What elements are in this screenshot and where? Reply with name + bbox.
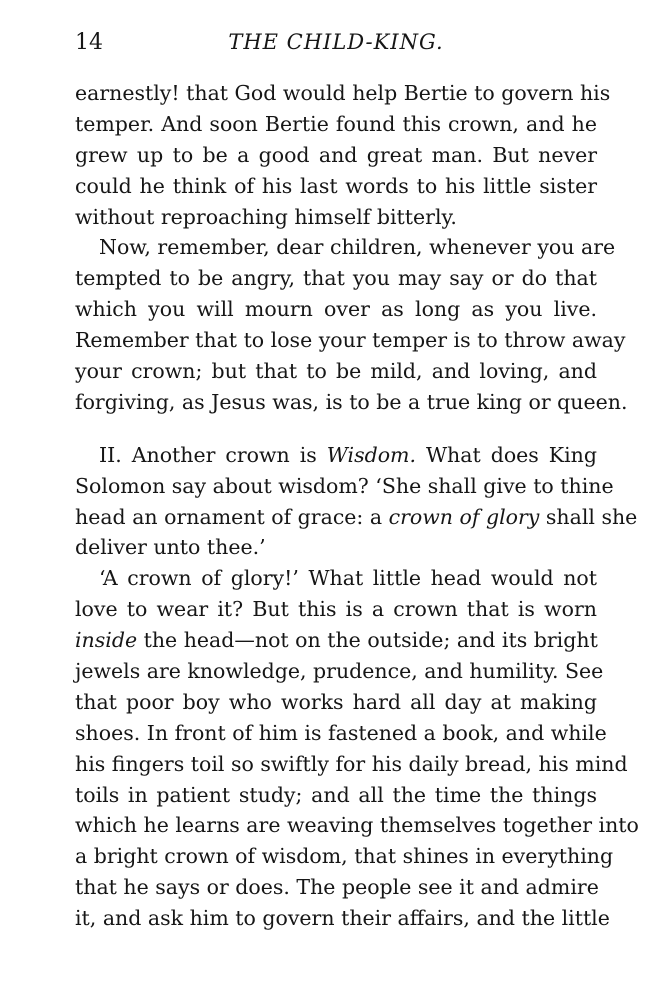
text-segment: without reproaching himself bitterly. bbox=[75, 204, 457, 229]
body-text bbox=[75, 78, 639, 934]
text-line bbox=[75, 202, 597, 233]
italic-text: inside bbox=[75, 628, 138, 653]
text-line bbox=[75, 325, 626, 356]
text-segment: his fingers toil so swiftly for his daily bread, his mind bbox=[75, 751, 628, 776]
text-line bbox=[75, 532, 597, 563]
text-line bbox=[75, 356, 597, 387]
text-line bbox=[75, 749, 628, 780]
text-line bbox=[75, 687, 597, 718]
text-segment: love to wear it? But this is a crown that is worn bbox=[75, 597, 597, 622]
text-segment: Remember that to lose your temper is to throw away bbox=[75, 328, 626, 353]
text-segment: which he learns are weaving themselves together into bbox=[75, 813, 639, 838]
text-segment: head an ornament of grace: a bbox=[75, 504, 389, 529]
text-line bbox=[75, 294, 597, 325]
text-line bbox=[75, 140, 597, 171]
text-segment: which you will mourn over as long as you live. bbox=[75, 297, 597, 322]
text-segment: Now, remember, dear children, whenever you are bbox=[99, 235, 616, 260]
text-line bbox=[75, 171, 597, 202]
text-line bbox=[75, 903, 610, 934]
text-segment: that poor boy who works hard all day at making bbox=[75, 689, 597, 714]
page-number: 14 bbox=[75, 30, 103, 55]
text-line bbox=[75, 78, 611, 109]
text-line bbox=[75, 810, 639, 841]
text-segment: ‘A crown of glory!’ What little head would not bbox=[99, 566, 597, 591]
text-segment: forgiving, as Jesus was, is to be a true king or queen. bbox=[75, 389, 628, 414]
text-segment: could he think of his last words to his little sister bbox=[75, 173, 597, 198]
text-line bbox=[75, 109, 597, 140]
text-line bbox=[75, 502, 638, 533]
text-segment: grew up to be a good and great man. But never bbox=[75, 142, 597, 167]
text-line bbox=[75, 872, 597, 903]
text-segment: a bright crown of wisdom, that shines in everything bbox=[75, 844, 614, 869]
text-line bbox=[75, 387, 628, 418]
text-line bbox=[75, 471, 614, 502]
text-line bbox=[75, 594, 597, 625]
text-segment: II. Another crown is bbox=[99, 442, 327, 467]
italic-text: crown of glory bbox=[388, 504, 540, 529]
text-segment: the head—not on the outside; and its bright bbox=[137, 628, 598, 653]
text-segment: shoes. In front of him is fastened a book, and while bbox=[75, 720, 607, 745]
text-line bbox=[75, 563, 597, 594]
text-segment: shall she bbox=[539, 504, 638, 529]
text-segment: it, and ask him to govern their affairs, and the little bbox=[75, 906, 610, 931]
paragraph-gap bbox=[75, 418, 597, 440]
text-line bbox=[75, 841, 614, 872]
page-header bbox=[75, 30, 597, 60]
text-segment: your crown; but that to be mild, and loving, and bbox=[75, 359, 597, 384]
text-line bbox=[75, 232, 616, 263]
text-line bbox=[75, 625, 597, 656]
text-line bbox=[75, 780, 597, 811]
italic-text: Wisdom. bbox=[326, 442, 417, 467]
text-line bbox=[75, 263, 597, 294]
text-segment: deliver unto thee.’ bbox=[75, 535, 266, 560]
text-segment: tempted to be angry, that you may say or do that bbox=[75, 266, 597, 291]
text-segment: Solomon say about wisdom? ‘She shall give to thine bbox=[75, 473, 614, 498]
text-segment: toils in patient study; and all the time the things bbox=[75, 782, 597, 807]
text-segment: earnestly! that God would help Bertie to govern his bbox=[75, 81, 611, 105]
text-segment: temper. And soon Bertie found this crown, and he bbox=[75, 111, 597, 136]
text-line bbox=[75, 440, 597, 471]
text-line bbox=[75, 656, 604, 687]
text-line bbox=[75, 718, 607, 749]
running-title: THE CHILD-KING. bbox=[228, 30, 444, 54]
text-segment: that he says or does. The people see it and admire bbox=[75, 875, 599, 900]
text-segment: jewels are knowledge, prudence, and humility. See bbox=[75, 659, 604, 684]
text-segment: What does King bbox=[416, 442, 597, 467]
